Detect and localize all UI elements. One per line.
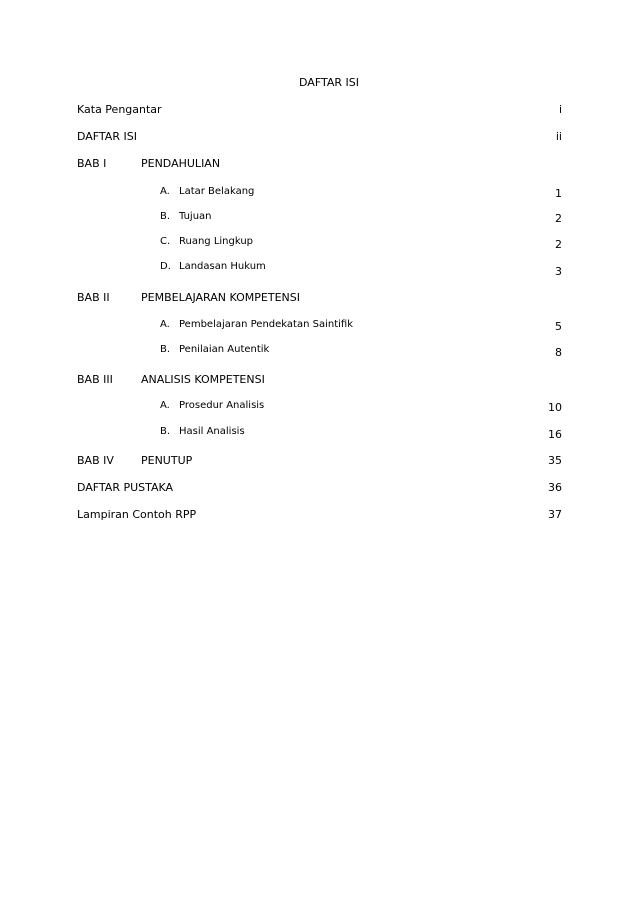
toc-entry-daftar-pustaka [0,480,638,496]
chapter-code: BAB III [77,373,113,386]
toc-subentry [0,398,638,414]
chapter-code: BAB IV [77,454,114,467]
toc-subentry [0,317,638,333]
subentry-letter: A. [160,319,170,330]
toc-entry-label: Lampiran Contoh RPP [77,508,197,521]
subentry-letter: A. [160,400,170,411]
toc-entry-lampiran [0,507,638,523]
subentry-page: 3 [555,265,562,278]
subentry-letter: D. [160,261,171,272]
subentry-label: Pembelajaran Pendekatan Saintifik [179,319,353,330]
toc-subentry [0,342,638,358]
toc-subentry [0,259,638,278]
chapter-title: PENDAHULIAN [141,157,221,170]
subentry-page: 10 [548,401,562,414]
subentry-letter: C. [160,236,171,247]
chapter-title: PEMBELAJARAN KOMPETENSI [141,291,300,304]
subentry-letter: B. [160,344,171,355]
toc-entry-label: DAFTAR PUSTAKA [77,481,174,494]
toc-entry-page: i [558,103,562,116]
toc-subentry [0,424,638,440]
subentry-label: Landasan Hukum [179,261,266,272]
subentry-label: Ruang Lingkup [179,236,254,247]
subentry-letter: B. [160,211,171,222]
subentry-label: Prosedur Analisis [179,400,265,411]
subentry-page: 1 [555,187,562,200]
toc-entry-daftar-isi [0,129,638,145]
chapter-title: PENUTUP [141,454,193,467]
page-title: DAFTAR ISI [299,76,359,89]
toc-entry-page: 36 [548,481,562,494]
toc-chapter-bab-3 [0,372,638,388]
chapter-title: ANALISIS KOMPETENSI [141,373,265,386]
chapter-page: 35 [548,454,562,467]
subentry-label: Latar Belakang [179,186,255,197]
toc-chapter-bab-4 [0,453,638,469]
toc-entry-page: ii [555,130,562,143]
subentry-label: Tujuan [179,211,212,222]
toc-entry-kata-pengantar [0,102,638,118]
subentry-page: 16 [548,428,562,441]
toc-chapter-bab-1 [0,156,638,172]
subentry-letter: B. [160,426,171,437]
subentry-label: Penilaian Autentik [179,344,270,355]
toc-entry-label: DAFTAR ISI [77,130,137,143]
subentry-label: Hasil Analisis [179,426,245,437]
toc-chapter-bab-2 [0,290,638,306]
toc-subentry [0,234,638,250]
subentry-page: 5 [555,320,562,333]
subentry-page: 8 [555,346,562,359]
subentry-page: 2 [555,212,562,225]
subentry-page: 2 [555,238,562,251]
chapter-code: BAB I [77,157,107,170]
toc-entry-label: Kata Pengantar [77,103,162,116]
subentry-letter: A. [160,186,170,197]
chapter-code: BAB II [77,291,110,304]
toc-subentry [0,209,638,225]
toc-subentry [0,184,638,200]
toc-entry-page: 37 [548,508,562,521]
